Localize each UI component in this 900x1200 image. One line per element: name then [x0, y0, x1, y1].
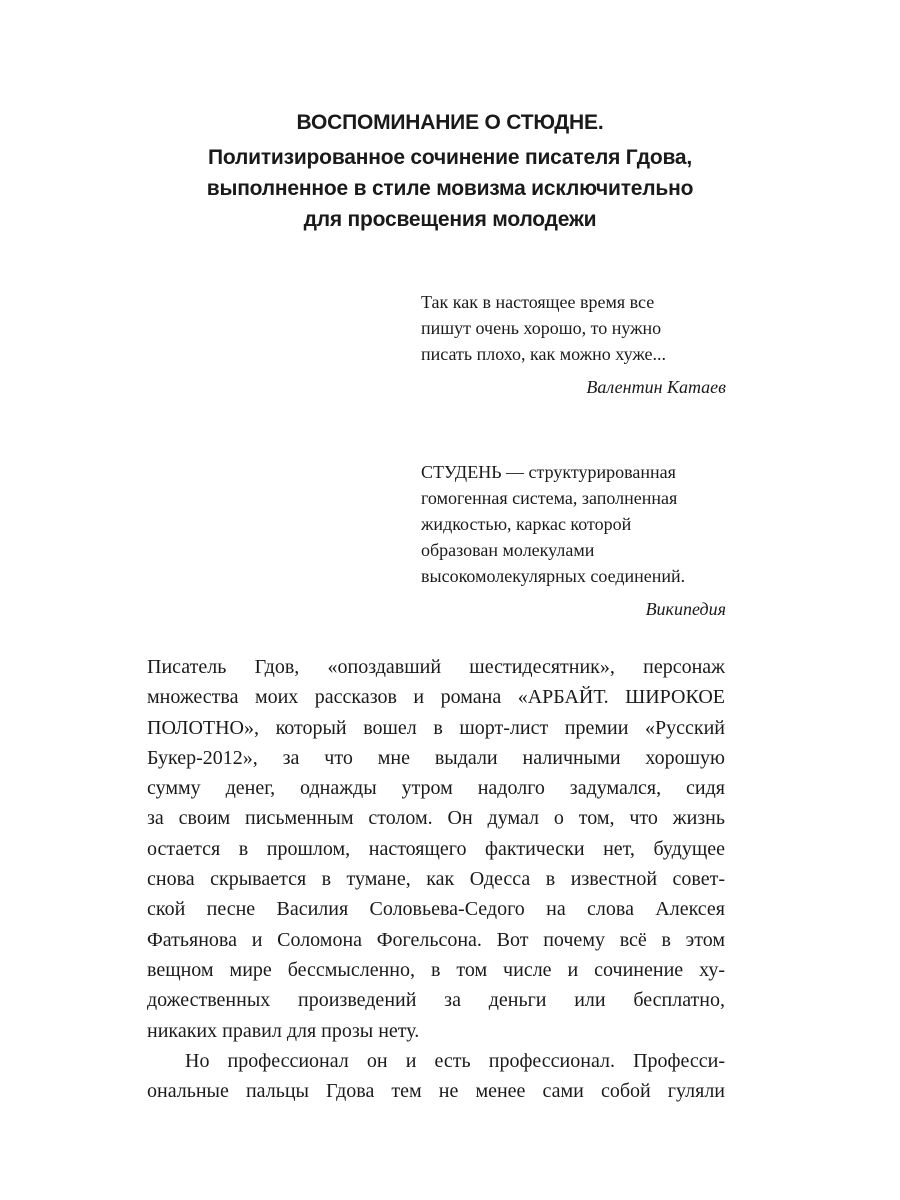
- chapter-title: ВОСПОМИНАНИЕ О СТЮДНЕ.: [296, 111, 604, 134]
- body-line: ональные пальцы Гдова тем не менее сами собой гуляли: [147, 1080, 725, 1103]
- epigraph-author: Википедия: [645, 599, 726, 619]
- epigraph-line: гомогенная система, заполненная: [421, 488, 678, 508]
- body-line: никаких правил для прозы нету.: [147, 1019, 420, 1042]
- body-line: Писатель Гдов, «опоздавший шестидесятник», персонаж: [147, 656, 725, 678]
- body-text: [147, 652, 725, 1106]
- body-line: ской песне Василия Соловьева-Седого на слова Алексея: [147, 898, 725, 921]
- body-line: вещном мире бессмысленно, в том числе и сочинение ху-: [147, 958, 725, 981]
- epigraph-line: СТУДЕНЬ — структурированная: [421, 462, 676, 482]
- body-line: дожественных произведений за деньги или бесплатно,: [147, 989, 725, 1012]
- subtitle-line: Политизированное сочинение писателя Гдова,: [207, 146, 693, 169]
- body-line: за своим письменным столом. Он думал о том, что жизнь: [147, 807, 725, 830]
- epigraph-author: Валентин Катаев: [586, 377, 726, 397]
- body-line: Фатьянова и Соломона Фогельсона. Вот почему всё в этом: [147, 928, 725, 951]
- body-line: снова скрывается в тумане, как Одесса в известной совет-: [147, 868, 725, 891]
- body-line: ПОЛОТНО», который вошел в шорт-лист премии «Русский: [147, 716, 725, 739]
- body-line: Букер-2012», за что мне выдали наличными хорошую: [147, 746, 725, 769]
- epigraph-line: образован молекулами: [421, 540, 595, 560]
- epigraph-line: высокомолекулярных соединений.: [421, 566, 686, 586]
- epigraph-wikipedia: [421, 459, 726, 622]
- epigraph-line: жидкостью, каркас которой: [421, 514, 632, 534]
- chapter-subtitle: [120, 142, 780, 235]
- body-line: остается в прошлом, настоящего фактически нет, будущее: [147, 837, 725, 860]
- subtitle-line: для просвещения молодежи: [303, 208, 597, 231]
- subtitle-line: выполненное в стиле мовизма исключительно: [206, 177, 694, 200]
- epigraph-line: Так как в настоящее время все: [421, 292, 655, 312]
- body-line: Но профессионал он и есть профессионал. Професси-: [185, 1049, 725, 1072]
- epigraph-line: писать плохо, как можно хуже...: [421, 344, 667, 364]
- body-line: множества моих рассказов и романа «АРБАЙТ. ШИРОКОЕ: [147, 686, 725, 709]
- body-line: сумму денег, однажды утром надолго задумался, сидя: [147, 777, 725, 800]
- epigraph-kataev: [421, 289, 726, 400]
- epigraph-line: пишут очень хорошо, то нужно: [421, 318, 662, 338]
